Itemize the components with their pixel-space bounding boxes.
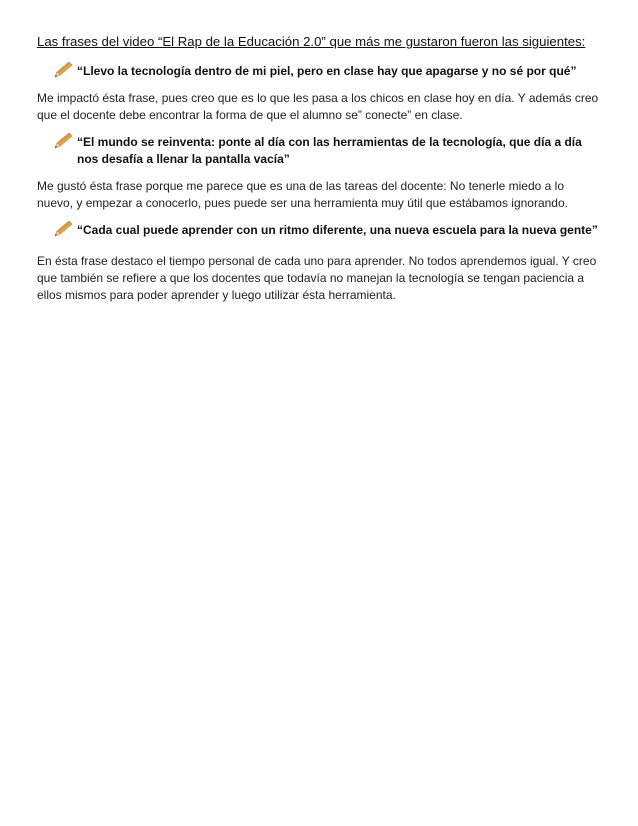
document-title: Las frases del video “El Rap de la Educación 2.0” que más me gustaron fueron las siguientes: xyxy=(37,34,586,49)
comment-paragraph: Me gustó ésta frase porque me parece que es una de las tareas del docente: No tenerle miedo a lo nuevo, y empezar a conocerlo, pues puede ser una herramienta muy útil que estábamos ignorando. xyxy=(37,179,568,210)
document-page xyxy=(37,33,603,314)
quote-2 xyxy=(37,134,603,168)
quote-text: “El mundo se reinventa: ponte al día con las herramientas de la tecnología, que día a día nos desafía a llenar la pantalla vacía” xyxy=(77,135,582,166)
pencil-icon xyxy=(53,220,73,238)
comment-paragraph: Me impactó ésta frase, pues creo que es lo que les pasa a los chicos en clase hoy en día. Y además creo que el docente debe encontrar la forma de que el alumno se” conecte” en clase. xyxy=(37,91,599,122)
quote-text: “Llevo la tecnología dentro de mi piel, pero en clase hay que apagarse y no sé por qué” xyxy=(77,64,577,78)
comment-paragraph: En ésta frase destaco el tiempo personal de cada uno para aprender. No todos aprendemos igual. Y creo que también se refiere a que los docentes que todavía no manejan la tecnología se tengan paciencia a ellos mismos para poder aprender y luego utilizar ésta herramienta. xyxy=(37,254,597,302)
quote-3 xyxy=(37,222,603,239)
quote-text: “Cada cual puede aprender con un ritmo diferente, una nueva escuela para la nueva gente” xyxy=(77,223,598,237)
pencil-icon xyxy=(53,61,73,79)
quote-1 xyxy=(37,63,603,80)
pencil-icon xyxy=(53,132,73,150)
